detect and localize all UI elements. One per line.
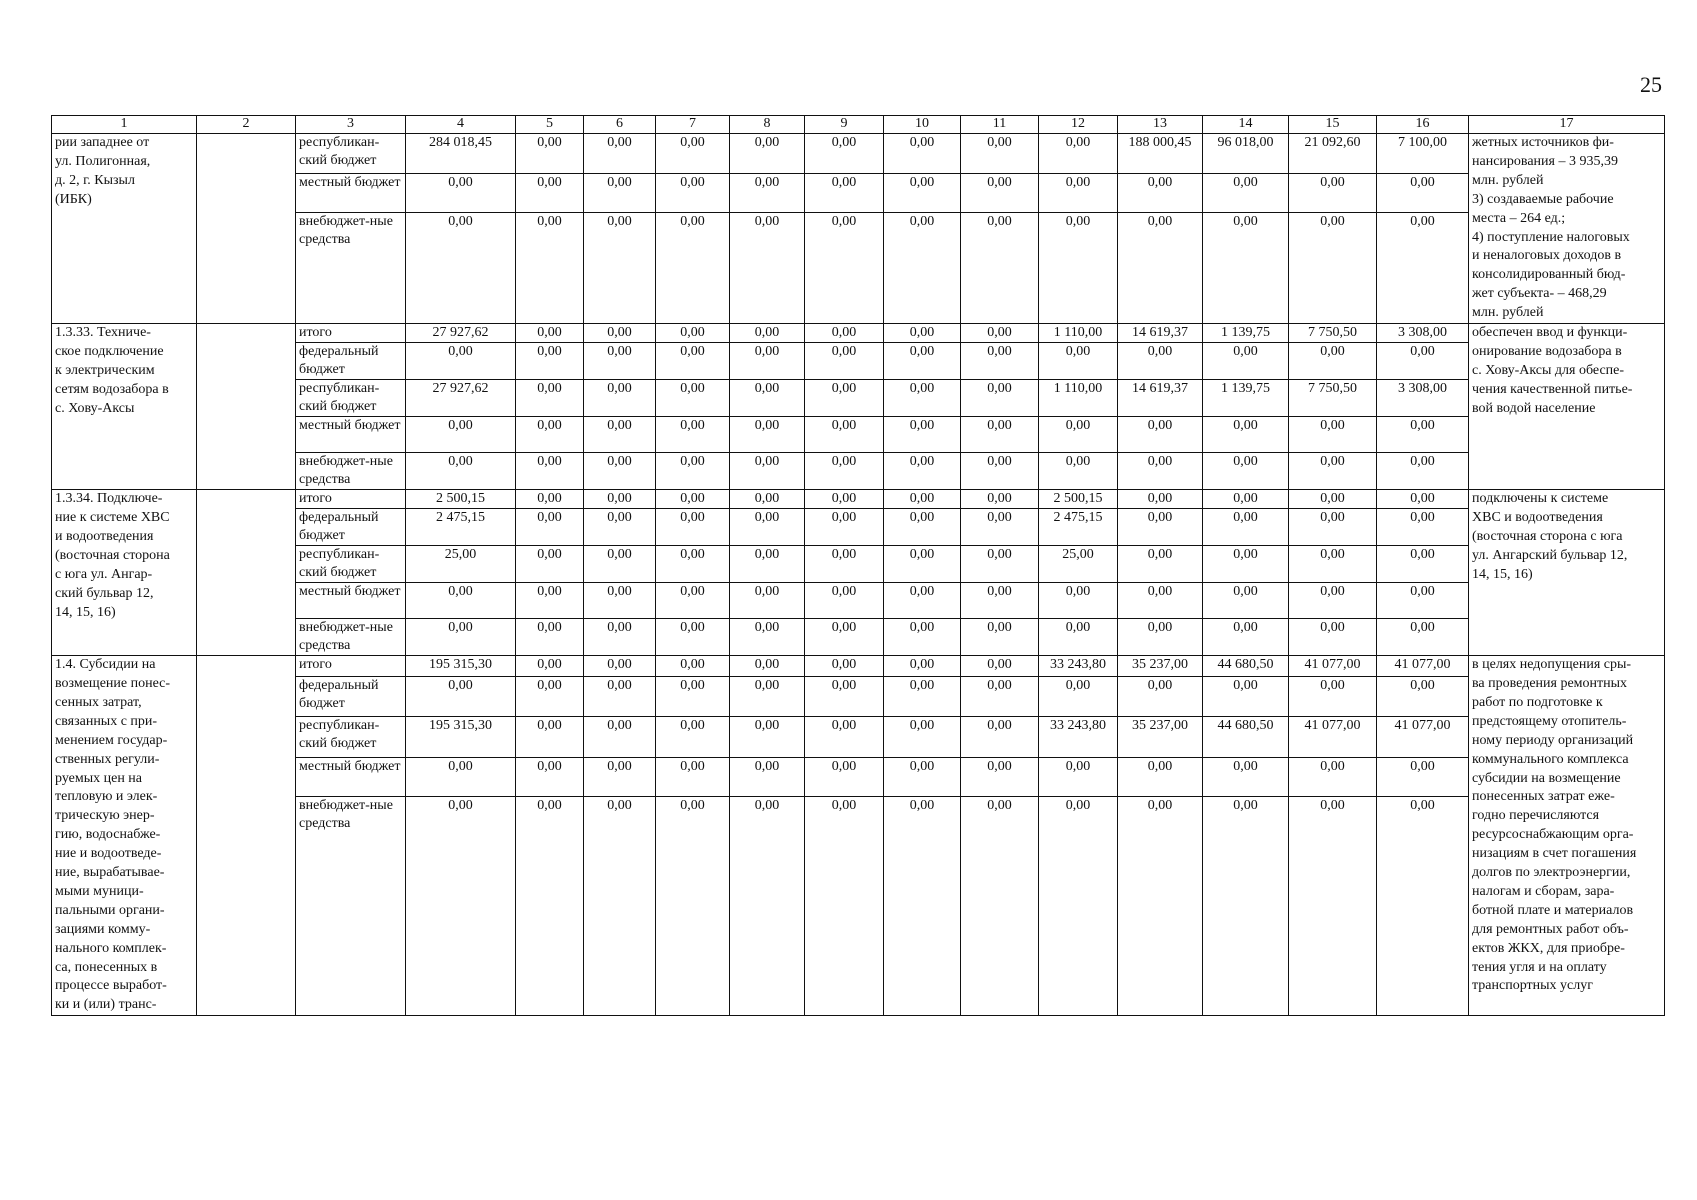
amount-cell: 0,00 xyxy=(1203,417,1289,453)
amount-cell: 0,00 xyxy=(805,453,884,490)
executor-cell xyxy=(197,134,296,324)
amount-cell: 0,00 xyxy=(656,324,730,343)
funding-source: итого xyxy=(296,656,406,677)
amount-cell: 0,00 xyxy=(1289,619,1377,656)
amount-cell: 0,00 xyxy=(1118,173,1203,213)
header-cell: 5 xyxy=(516,116,584,134)
amount-cell: 0,00 xyxy=(730,656,805,677)
header-cell: 11 xyxy=(961,116,1039,134)
amount-cell: 0,00 xyxy=(730,134,805,174)
amount-cell: 0,00 xyxy=(584,213,656,324)
amount-cell: 0,00 xyxy=(1377,583,1469,619)
amount-cell: 0,00 xyxy=(656,619,730,656)
amount-cell: 0,00 xyxy=(961,546,1039,583)
amount-cell: 0,00 xyxy=(1377,417,1469,453)
amount-cell: 27 927,62 xyxy=(406,324,516,343)
amount-cell: 0,00 xyxy=(1377,546,1469,583)
amount-cell: 1 139,75 xyxy=(1203,380,1289,417)
amount-cell: 0,00 xyxy=(406,676,516,716)
amount-cell: 0,00 xyxy=(1118,213,1203,324)
amount-cell: 0,00 xyxy=(656,676,730,716)
amount-cell: 0,00 xyxy=(884,213,961,324)
amount-cell: 0,00 xyxy=(1118,509,1203,546)
amount-cell: 33 243,80 xyxy=(1039,656,1118,677)
amount-cell: 0,00 xyxy=(884,717,961,757)
amount-cell: 0,00 xyxy=(1289,213,1377,324)
amount-cell: 0,00 xyxy=(656,134,730,174)
amount-cell: 0,00 xyxy=(1203,619,1289,656)
funding-source: федеральный бюджет xyxy=(296,343,406,380)
amount-cell: 0,00 xyxy=(884,619,961,656)
amount-cell: 0,00 xyxy=(884,546,961,583)
amount-cell: 0,00 xyxy=(584,676,656,716)
item-label: 1.3.33. Техниче- ское подключение к электрическим сетям водозабора в с. Хову-Аксы xyxy=(52,324,197,490)
executor-cell xyxy=(197,324,296,490)
amount-cell: 0,00 xyxy=(584,546,656,583)
amount-cell: 0,00 xyxy=(1203,676,1289,716)
amount-cell: 0,00 xyxy=(884,490,961,509)
amount-cell: 0,00 xyxy=(1039,134,1118,174)
amount-cell: 0,00 xyxy=(584,134,656,174)
amount-cell: 0,00 xyxy=(1289,546,1377,583)
amount-cell: 0,00 xyxy=(805,619,884,656)
page-number: 25 xyxy=(1640,72,1662,97)
amount-cell: 0,00 xyxy=(1118,490,1203,509)
funding-source: местный бюджет xyxy=(296,173,406,213)
funding-source: внебюджет-ные средства xyxy=(296,453,406,490)
amount-cell: 0,00 xyxy=(1203,796,1289,1015)
amount-cell: 0,00 xyxy=(1289,453,1377,490)
amount-cell: 0,00 xyxy=(516,717,584,757)
amount-cell: 0,00 xyxy=(584,796,656,1015)
amount-cell: 0,00 xyxy=(516,343,584,380)
amount-cell: 0,00 xyxy=(656,173,730,213)
amount-cell: 0,00 xyxy=(805,757,884,796)
amount-cell: 0,00 xyxy=(516,490,584,509)
amount-cell: 0,00 xyxy=(1039,583,1118,619)
amount-cell: 0,00 xyxy=(1118,343,1203,380)
amount-cell: 0,00 xyxy=(730,509,805,546)
amount-cell: 0,00 xyxy=(1377,213,1469,324)
amount-cell: 0,00 xyxy=(884,343,961,380)
amount-cell: 0,00 xyxy=(1377,453,1469,490)
amount-cell: 0,00 xyxy=(656,796,730,1015)
amount-cell: 0,00 xyxy=(884,380,961,417)
amount-cell: 0,00 xyxy=(516,656,584,677)
amount-cell: 1 139,75 xyxy=(1203,324,1289,343)
amount-cell: 0,00 xyxy=(516,453,584,490)
amount-cell: 44 680,50 xyxy=(1203,717,1289,757)
amount-cell: 0,00 xyxy=(1289,417,1377,453)
amount-cell: 0,00 xyxy=(961,796,1039,1015)
amount-cell: 0,00 xyxy=(584,380,656,417)
amount-cell: 0,00 xyxy=(961,453,1039,490)
amount-cell: 0,00 xyxy=(1203,173,1289,213)
amount-cell: 0,00 xyxy=(730,796,805,1015)
item-label: рии западнее от ул. Полигонная, д. 2, г. Кызыл (ИБК) xyxy=(52,134,197,324)
header-cell: 4 xyxy=(406,116,516,134)
amount-cell: 0,00 xyxy=(406,213,516,324)
amount-cell: 0,00 xyxy=(1289,796,1377,1015)
amount-cell: 0,00 xyxy=(1039,619,1118,656)
amount-cell: 0,00 xyxy=(805,380,884,417)
amount-cell: 0,00 xyxy=(584,417,656,453)
header-cell: 3 xyxy=(296,116,406,134)
amount-cell: 0,00 xyxy=(730,173,805,213)
amount-cell: 0,00 xyxy=(516,757,584,796)
amount-cell: 0,00 xyxy=(656,656,730,677)
amount-cell: 0,00 xyxy=(1289,173,1377,213)
header-cell: 12 xyxy=(1039,116,1118,134)
amount-cell: 2 500,15 xyxy=(1039,490,1118,509)
amount-cell: 0,00 xyxy=(656,343,730,380)
amount-cell: 27 927,62 xyxy=(406,380,516,417)
amount-cell: 1 110,00 xyxy=(1039,324,1118,343)
amount-cell: 3 308,00 xyxy=(1377,324,1469,343)
amount-cell: 0,00 xyxy=(961,324,1039,343)
amount-cell: 0,00 xyxy=(1118,583,1203,619)
amount-cell: 0,00 xyxy=(406,757,516,796)
amount-cell: 0,00 xyxy=(584,343,656,380)
amount-cell: 0,00 xyxy=(1377,676,1469,716)
expected-result: жетных источников фи- нансирования – 3 935,39 млн. рублей 3) создаваемые рабочие места – 264 ед.; 4) поступление налоговых и неналоговых доходов в консолидированный бюд- жет субъекта- – 468,29 млн. рублей xyxy=(1469,134,1665,324)
expected-result: подключены к системе ХВС и водоотведения (восточная сторона с юга ул. Ангарский бульвар 12, 14, 15, 16) xyxy=(1469,490,1665,656)
amount-cell: 0,00 xyxy=(961,757,1039,796)
amount-cell: 0,00 xyxy=(961,343,1039,380)
executor-cell xyxy=(197,490,296,656)
amount-cell: 0,00 xyxy=(805,343,884,380)
header-cell: 1 xyxy=(52,116,197,134)
amount-cell: 0,00 xyxy=(516,380,584,417)
amount-cell: 0,00 xyxy=(584,656,656,677)
header-cell: 16 xyxy=(1377,116,1469,134)
amount-cell: 0,00 xyxy=(1377,173,1469,213)
amount-cell: 0,00 xyxy=(656,757,730,796)
amount-cell: 0,00 xyxy=(961,134,1039,174)
amount-cell: 0,00 xyxy=(584,490,656,509)
amount-cell: 0,00 xyxy=(1118,453,1203,490)
amount-cell: 0,00 xyxy=(884,656,961,677)
amount-cell: 0,00 xyxy=(1203,490,1289,509)
amount-cell: 0,00 xyxy=(884,509,961,546)
amount-cell: 35 237,00 xyxy=(1118,717,1203,757)
amount-cell: 14 619,37 xyxy=(1118,380,1203,417)
amount-cell: 0,00 xyxy=(1118,796,1203,1015)
amount-cell: 0,00 xyxy=(1039,796,1118,1015)
amount-cell: 0,00 xyxy=(730,213,805,324)
funding-source: республикан-ский бюджет xyxy=(296,717,406,757)
amount-cell: 0,00 xyxy=(805,676,884,716)
amount-cell: 0,00 xyxy=(730,546,805,583)
amount-cell: 0,00 xyxy=(584,453,656,490)
amount-cell: 0,00 xyxy=(961,490,1039,509)
amount-cell: 0,00 xyxy=(656,417,730,453)
header-cell: 14 xyxy=(1203,116,1289,134)
amount-cell: 0,00 xyxy=(961,583,1039,619)
amount-cell: 1 110,00 xyxy=(1039,380,1118,417)
amount-cell: 0,00 xyxy=(1289,757,1377,796)
executor-cell xyxy=(197,656,296,1016)
amount-cell: 0,00 xyxy=(730,717,805,757)
amount-cell: 0,00 xyxy=(730,324,805,343)
amount-cell: 0,00 xyxy=(1289,343,1377,380)
amount-cell: 0,00 xyxy=(1039,213,1118,324)
amount-cell: 0,00 xyxy=(516,173,584,213)
amount-cell: 0,00 xyxy=(656,213,730,324)
amount-cell: 0,00 xyxy=(961,509,1039,546)
funding-source: местный бюджет xyxy=(296,757,406,796)
amount-cell: 188 000,45 xyxy=(1118,134,1203,174)
amount-cell: 0,00 xyxy=(961,656,1039,677)
table-row xyxy=(52,134,1665,174)
amount-cell: 41 077,00 xyxy=(1289,717,1377,757)
header-cell: 15 xyxy=(1289,116,1377,134)
funding-source: федеральный бюджет xyxy=(296,509,406,546)
amount-cell: 25,00 xyxy=(406,546,516,583)
header-cell: 2 xyxy=(197,116,296,134)
amount-cell: 0,00 xyxy=(730,417,805,453)
amount-cell: 0,00 xyxy=(1039,343,1118,380)
amount-cell: 0,00 xyxy=(1289,509,1377,546)
amount-cell: 0,00 xyxy=(1039,417,1118,453)
amount-cell: 0,00 xyxy=(1289,583,1377,619)
amount-cell: 0,00 xyxy=(1203,583,1289,619)
amount-cell: 0,00 xyxy=(805,173,884,213)
amount-cell: 0,00 xyxy=(730,343,805,380)
amount-cell: 0,00 xyxy=(961,213,1039,324)
funding-source: внебюджет-ные средства xyxy=(296,619,406,656)
funding-source: итого xyxy=(296,490,406,509)
amount-cell: 0,00 xyxy=(961,417,1039,453)
header-cell: 9 xyxy=(805,116,884,134)
amount-cell: 35 237,00 xyxy=(1118,656,1203,677)
funding-source: республикан-ский бюджет xyxy=(296,380,406,417)
amount-cell: 33 243,80 xyxy=(1039,717,1118,757)
amount-cell: 195 315,30 xyxy=(406,717,516,757)
amount-cell: 0,00 xyxy=(961,717,1039,757)
amount-cell: 0,00 xyxy=(805,796,884,1015)
funding-source: республикан-ский бюджет xyxy=(296,134,406,174)
amount-cell: 0,00 xyxy=(805,417,884,453)
funding-source: итого xyxy=(296,324,406,343)
amount-cell: 0,00 xyxy=(1377,757,1469,796)
amount-cell: 0,00 xyxy=(884,757,961,796)
amount-cell: 7 750,50 xyxy=(1289,380,1377,417)
amount-cell: 0,00 xyxy=(1039,453,1118,490)
amount-cell: 0,00 xyxy=(406,173,516,213)
amount-cell: 0,00 xyxy=(516,676,584,716)
amount-cell: 0,00 xyxy=(1377,490,1469,509)
amount-cell: 41 077,00 xyxy=(1377,656,1469,677)
amount-cell: 0,00 xyxy=(805,656,884,677)
amount-cell: 0,00 xyxy=(1118,757,1203,796)
amount-cell: 195 315,30 xyxy=(406,656,516,677)
header-cell: 8 xyxy=(730,116,805,134)
amount-cell: 0,00 xyxy=(805,490,884,509)
funding-source: местный бюджет xyxy=(296,583,406,619)
amount-cell: 284 018,45 xyxy=(406,134,516,174)
amount-cell: 0,00 xyxy=(516,619,584,656)
amount-cell: 0,00 xyxy=(961,173,1039,213)
amount-cell: 0,00 xyxy=(1203,213,1289,324)
amount-cell: 14 619,37 xyxy=(1118,324,1203,343)
amount-cell: 2 500,15 xyxy=(406,490,516,509)
amount-cell: 0,00 xyxy=(1289,676,1377,716)
amount-cell: 0,00 xyxy=(730,619,805,656)
header-cell: 10 xyxy=(884,116,961,134)
amount-cell: 96 018,00 xyxy=(1203,134,1289,174)
table-row xyxy=(52,324,1665,343)
amount-cell: 0,00 xyxy=(516,324,584,343)
amount-cell: 0,00 xyxy=(656,546,730,583)
amount-cell: 0,00 xyxy=(1203,546,1289,583)
amount-cell: 0,00 xyxy=(805,213,884,324)
amount-cell: 0,00 xyxy=(516,796,584,1015)
amount-cell: 0,00 xyxy=(406,619,516,656)
amount-cell: 3 308,00 xyxy=(1377,380,1469,417)
funding-source: федеральный бюджет xyxy=(296,676,406,716)
amount-cell: 0,00 xyxy=(656,583,730,619)
amount-cell: 0,00 xyxy=(884,324,961,343)
amount-cell: 0,00 xyxy=(1118,676,1203,716)
amount-cell: 0,00 xyxy=(1377,796,1469,1015)
amount-cell: 0,00 xyxy=(805,509,884,546)
amount-cell: 0,00 xyxy=(584,717,656,757)
amount-cell: 0,00 xyxy=(1203,453,1289,490)
amount-cell: 0,00 xyxy=(516,509,584,546)
amount-cell: 0,00 xyxy=(1377,619,1469,656)
amount-cell: 7 100,00 xyxy=(1377,134,1469,174)
header-row xyxy=(52,116,1665,134)
amount-cell: 0,00 xyxy=(884,583,961,619)
amount-cell: 0,00 xyxy=(730,583,805,619)
amount-cell: 0,00 xyxy=(656,509,730,546)
amount-cell: 0,00 xyxy=(884,417,961,453)
amount-cell: 0,00 xyxy=(516,417,584,453)
amount-cell: 0,00 xyxy=(1039,173,1118,213)
amount-cell: 0,00 xyxy=(1289,490,1377,509)
funding-source: местный бюджет xyxy=(296,417,406,453)
item-label: 1.3.34. Подключе- ние к системе ХВС и водоотведения (восточная сторона с юга ул. Ангар- ский бульвар 12, 14, 15, 16) xyxy=(52,490,197,656)
amount-cell: 0,00 xyxy=(516,134,584,174)
amount-cell: 0,00 xyxy=(884,453,961,490)
amount-cell: 0,00 xyxy=(884,173,961,213)
amount-cell: 0,00 xyxy=(584,757,656,796)
amount-cell: 21 092,60 xyxy=(1289,134,1377,174)
amount-cell: 0,00 xyxy=(1203,757,1289,796)
amount-cell: 0,00 xyxy=(584,324,656,343)
amount-cell: 0,00 xyxy=(884,134,961,174)
expected-result: в целях недопущения сры- ва проведения ремонтных работ по подготовке к предстоящему отопитель- ному периоду организаций коммунального комплекса субсидии на возмещение понесенных затрат еже- годно перечисляются ресурсоснабжающим орга- низациям в счет погашения долгов по электроэнергии, налогам и сборам, зара- ботной плате и материалов для ремонтных работ объ- ектов ЖКХ, для приобре- тения угля и на оплату транспортных услуг xyxy=(1469,656,1665,1016)
header-cell: 6 xyxy=(584,116,656,134)
amount-cell: 0,00 xyxy=(584,583,656,619)
amount-cell: 0,00 xyxy=(1118,417,1203,453)
amount-cell: 0,00 xyxy=(1377,509,1469,546)
amount-cell: 0,00 xyxy=(406,583,516,619)
amount-cell: 41 077,00 xyxy=(1289,656,1377,677)
amount-cell: 0,00 xyxy=(584,619,656,656)
amount-cell: 0,00 xyxy=(656,453,730,490)
amount-cell: 0,00 xyxy=(961,619,1039,656)
header-cell: 13 xyxy=(1118,116,1203,134)
amount-cell: 0,00 xyxy=(1203,509,1289,546)
amount-cell: 0,00 xyxy=(1118,546,1203,583)
item-label: 1.4. Субсидии на возмещение понес- сенных затрат, связанных с при- менением государ- ственных регули- руемых цен на тепловую и элек- трическую энер- гию, водоснабже- ние и водоотведе- ние, вырабатывае- мыми муници- пальными органи- зациями комму- нального комплек- са, понесенных в процессе выработ- ки и (или) транс- xyxy=(52,656,197,1016)
amount-cell: 44 680,50 xyxy=(1203,656,1289,677)
amount-cell: 0,00 xyxy=(805,546,884,583)
amount-cell: 0,00 xyxy=(884,796,961,1015)
amount-cell: 0,00 xyxy=(1203,343,1289,380)
amount-cell: 7 750,50 xyxy=(1289,324,1377,343)
amount-cell: 0,00 xyxy=(516,213,584,324)
amount-cell: 0,00 xyxy=(584,509,656,546)
amount-cell: 0,00 xyxy=(730,453,805,490)
amount-cell: 0,00 xyxy=(730,676,805,716)
amount-cell: 41 077,00 xyxy=(1377,717,1469,757)
amount-cell: 25,00 xyxy=(1039,546,1118,583)
amount-cell: 0,00 xyxy=(805,717,884,757)
amount-cell: 0,00 xyxy=(516,546,584,583)
amount-cell: 0,00 xyxy=(516,583,584,619)
header-cell: 7 xyxy=(656,116,730,134)
amount-cell: 0,00 xyxy=(656,380,730,417)
amount-cell: 0,00 xyxy=(1039,757,1118,796)
budget-table xyxy=(51,115,1665,1016)
amount-cell: 2 475,15 xyxy=(406,509,516,546)
amount-cell: 0,00 xyxy=(1039,676,1118,716)
amount-cell: 0,00 xyxy=(805,583,884,619)
amount-cell: 0,00 xyxy=(406,453,516,490)
amount-cell: 0,00 xyxy=(406,796,516,1015)
amount-cell: 0,00 xyxy=(805,134,884,174)
amount-cell: 0,00 xyxy=(884,676,961,716)
amount-cell: 2 475,15 xyxy=(1039,509,1118,546)
amount-cell: 0,00 xyxy=(1118,619,1203,656)
amount-cell: 0,00 xyxy=(1377,343,1469,380)
amount-cell: 0,00 xyxy=(730,490,805,509)
amount-cell: 0,00 xyxy=(406,417,516,453)
amount-cell: 0,00 xyxy=(730,757,805,796)
amount-cell: 0,00 xyxy=(656,490,730,509)
table-row xyxy=(52,490,1665,509)
amount-cell: 0,00 xyxy=(730,380,805,417)
header-cell: 17 xyxy=(1469,116,1665,134)
funding-source: внебюджет-ные средства xyxy=(296,213,406,324)
amount-cell: 0,00 xyxy=(961,380,1039,417)
amount-cell: 0,00 xyxy=(805,324,884,343)
amount-cell: 0,00 xyxy=(584,173,656,213)
funding-source: внебюджет-ные средства xyxy=(296,796,406,1015)
amount-cell: 0,00 xyxy=(656,717,730,757)
amount-cell: 0,00 xyxy=(961,676,1039,716)
table-row xyxy=(52,656,1665,677)
expected-result: обеспечен ввод и функци- онирование водозабора в с. Хову-Аксы для обеспе- чения качественной питье- вой водой население xyxy=(1469,324,1665,490)
amount-cell: 0,00 xyxy=(406,343,516,380)
funding-source: республикан-ский бюджет xyxy=(296,546,406,583)
